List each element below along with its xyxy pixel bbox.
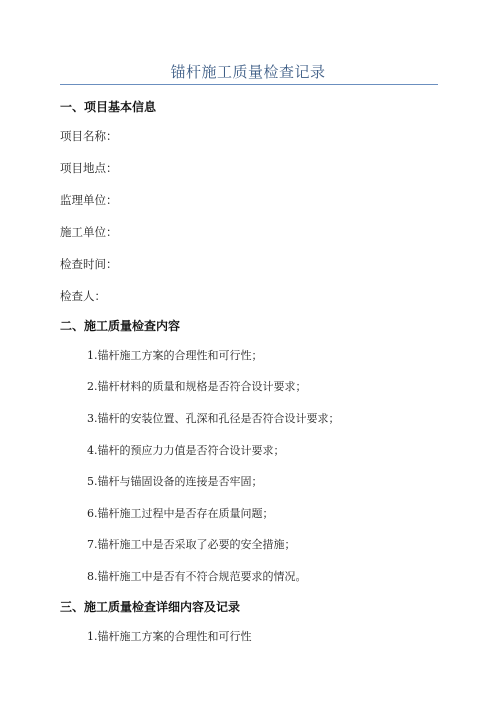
list-item: 2.锚杆材料的质量和规格是否符合设计要求； (87, 380, 307, 393)
field-inspector: 检查人： (60, 289, 106, 303)
section-heading-inspection-content: 二、施工质量检查内容 (60, 319, 181, 333)
document-title: 锚杆施工质量检查记录 (170, 63, 326, 81)
field-inspection-time: 检查时间： (60, 257, 118, 271)
list-item: 8.锚杆施工中是否有不符合规范要求的情况。 (87, 570, 307, 583)
title-divider (60, 84, 438, 85)
field-project-name: 项目名称： (60, 129, 118, 143)
list-item: 3.锚杆的安装位置、孔深和孔径是否符合设计要求； (87, 412, 340, 425)
list-item: 1.锚杆施工方案的合理性和可行性 (87, 630, 252, 643)
field-construction-unit: 施工单位： (60, 225, 118, 239)
list-item: 7.锚杆施工中是否采取了必要的安全措施； (87, 538, 296, 551)
list-item: 5.锚杆与锚固设备的连接是否牢固； (87, 475, 263, 488)
field-project-location: 项目地点： (60, 161, 118, 175)
list-item: 4.锚杆的预应力力值是否符合设计要求； (87, 444, 285, 457)
section-heading-detailed-records: 三、施工质量检查详细内容及记录 (60, 600, 241, 614)
list-item: 6.锚杆施工过程中是否存在质量问题； (87, 507, 274, 520)
section-heading-basic-info: 一、项目基本信息 (60, 100, 157, 114)
list-item: 1.锚杆施工方案的合理性和可行性； (87, 349, 263, 362)
field-supervision-unit: 监理单位： (60, 193, 118, 207)
